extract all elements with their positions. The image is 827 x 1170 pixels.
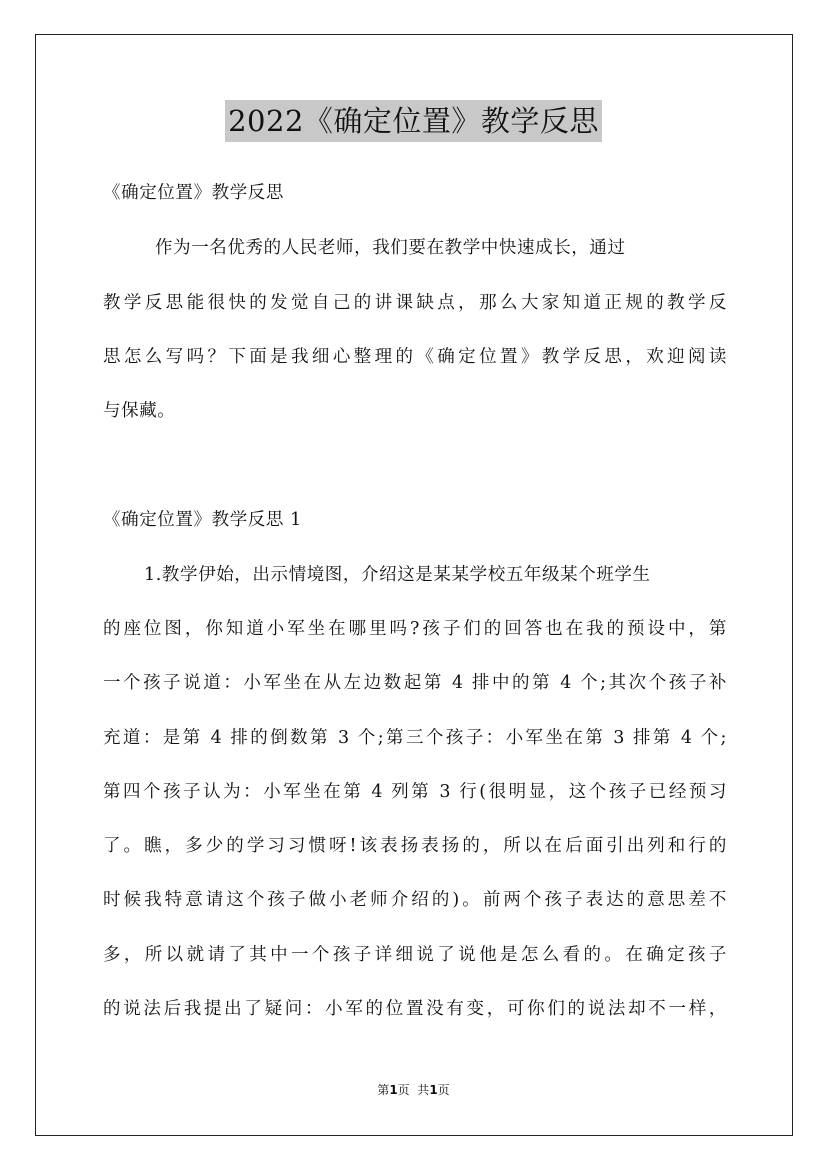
body-line-7: 时候我特意请这个孩子做小老师介绍的)。前两个孩子表达的意思差不 [103, 890, 727, 910]
footer-page-total: 1 [429, 1083, 438, 1097]
intro-line-2: 教学反思能很快的发觉自己的讲课缺点，那么大家知道正规的教学反 [103, 293, 727, 313]
section-heading: 《确定位置》教学反思 1 [103, 510, 302, 530]
page-footer [0, 1082, 827, 1098]
footer-page-number: 1 [389, 1083, 398, 1097]
intro-line-1: 作为一名优秀的人民老师，我们要在教学中快速成长，通过 [155, 238, 626, 258]
body-line-2: 的座位图，你知道小军坐在哪里吗?孩子们的回答也在我的预设中，第 [103, 619, 727, 639]
intro-line-3: 思怎么写吗？下面是我细心整理的《确定位置》教学反思，欢迎阅读 [103, 347, 727, 367]
body-line-4: 充道：是第 4 排的倒数第 3 个;第三个孩子：小军坐在第 3 排第 4 个; [103, 728, 727, 748]
body-line-8: 多，所以就请了其中一个孩子详细说了说他是怎么看的。在确定孩子 [103, 945, 727, 965]
intro-line-4: 与保藏。 [103, 401, 176, 421]
footer-prefix: 第 [377, 1083, 390, 1097]
footer-suffix: 页 [437, 1083, 450, 1097]
body-line-5: 第四个孩子认为：小军坐在第 4 列第 3 行(很明显，这个孩子已经预习 [103, 782, 727, 802]
body-line-6: 了。瞧，多少的学习习惯呀!该表扬表扬的，所以在后面引出列和行的 [103, 836, 727, 856]
body-line-3: 一个孩子说道：小军坐在从左边数起第 4 排中的第 4 个;其次个孩子补 [103, 673, 727, 693]
footer-mid: 页 共 [397, 1083, 430, 1097]
title-container [0, 100, 827, 142]
body-line-1: 1.教学伊始，出示情境图，介绍这是某某学校五年级某个班学生 [144, 565, 651, 585]
document-title: 2022《确定位置》教学反思 [225, 100, 602, 142]
document-subtitle: 《确定位置》教学反思 [103, 183, 284, 203]
body-line-9: 的说法后我提出了疑问：小军的位置没有变，可你们的说法却不一样， [103, 999, 727, 1019]
